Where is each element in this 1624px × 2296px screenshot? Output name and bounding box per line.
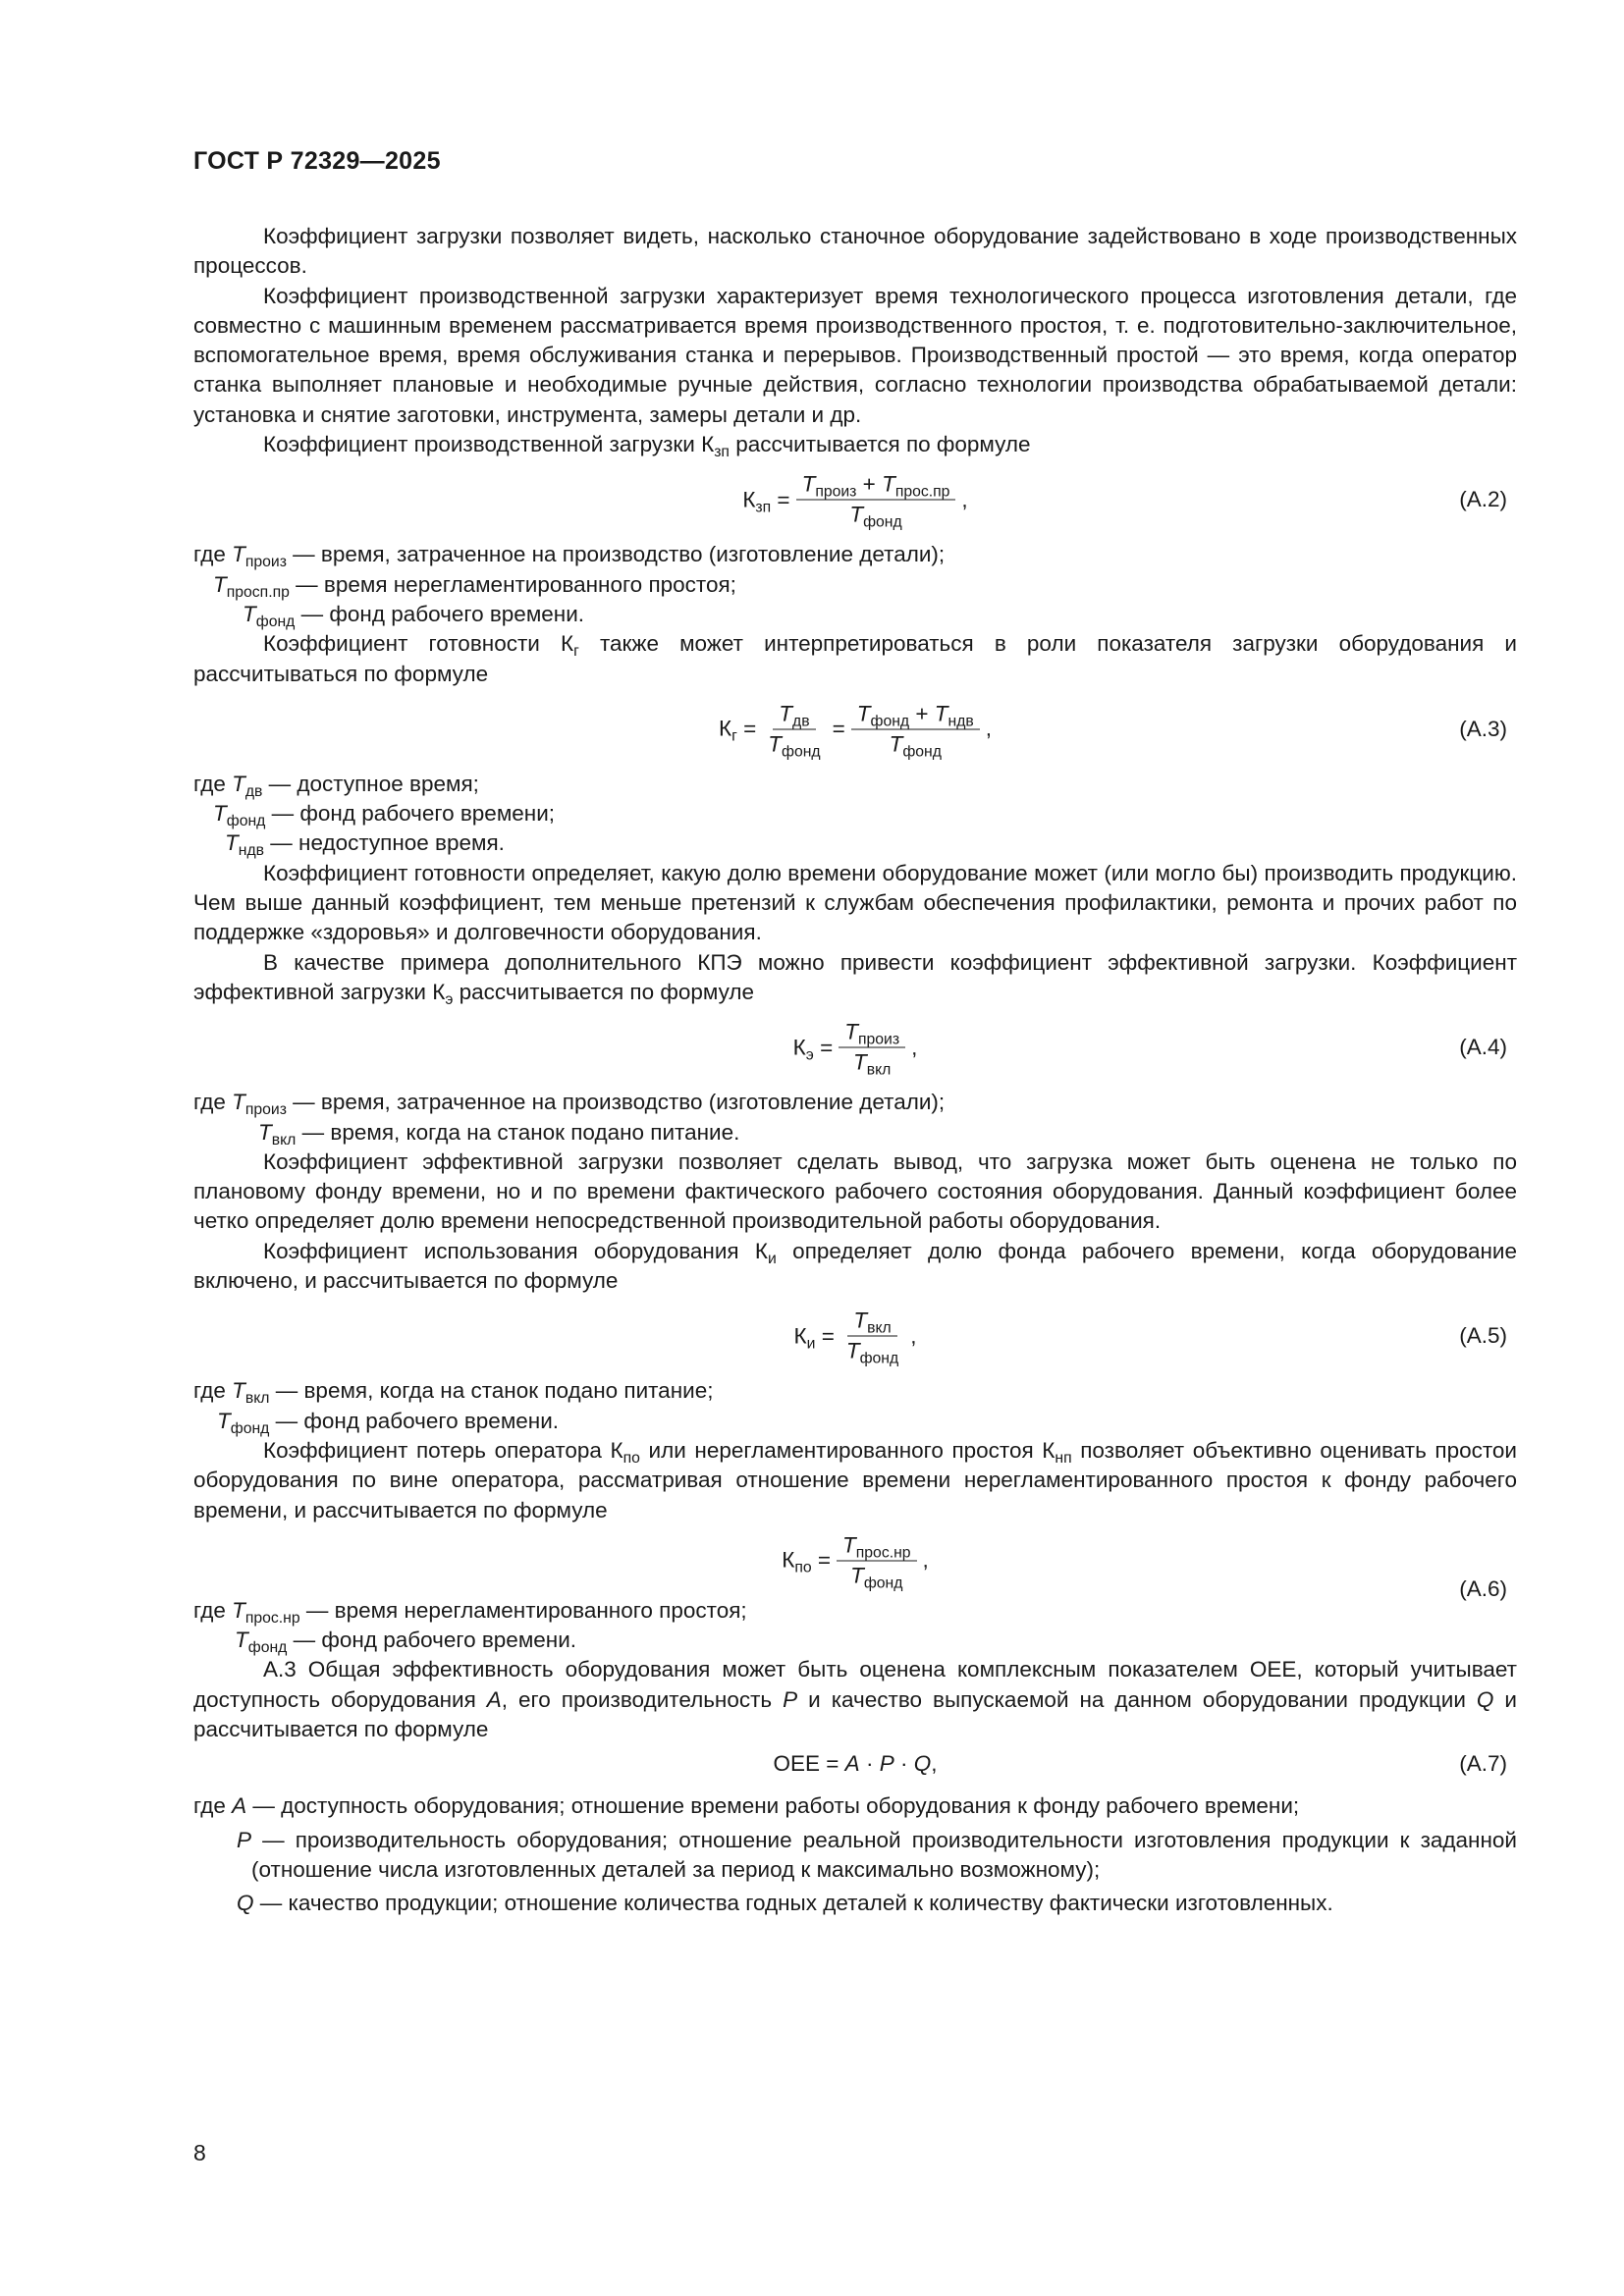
paragraph: Коэффициент использования оборудования $К_и$ определяет долю фонда рабочего времени, когда оборудование включено, и рассчитывается по формуле bbox=[193, 1238, 1517, 1294]
definition-item: где A — доступность оборудования; отношение времени работы оборудования к фонду рабочего времени; bbox=[193, 1793, 1300, 1819]
paragraph: Коэффициент производственной загрузки $К_{зп}$ рассчитывается по формуле bbox=[263, 432, 1031, 461]
definition-item: $Т_{вкл}$ — время, когда на станок подано питание. bbox=[258, 1119, 740, 1148]
definition-item: где $Т_{дв}$ — доступное время; bbox=[193, 771, 479, 800]
equation-a5: $К_и$ = $\frac{Т_{вкл}}{Т_{фонд}}$ , (A.5) bbox=[793, 1308, 1507, 1367]
definition-item: P — производительность оборудования; отношение реальной производительности изготовления продукции к заданной (отношение числа изготовленных деталей за период к максимально возможному); bbox=[237, 1827, 1524, 1882]
equation-a2: $К_{зп}$ = $\frac{Т_{произ} + Т_{прос.пр}}{Т_{фонд}}$ , (A.2) bbox=[742, 471, 1507, 531]
paragraph: Коэффициент потерь оператора $К_{по}$ или нерегламентированного простоя $К_{нп}$ позволяет объективно оценивать простои оборудования по вине оператора, рассматривая отношение времени нерегламентированного простоя к фонду рабочего времени, и рассчитывается по формуле bbox=[193, 1437, 1517, 1522]
definition-item: $Т_{фонд}$ — фонд рабочего времени. bbox=[235, 1628, 577, 1657]
definition-item: $Т_{просп.пр}$ — время нерегламентированного простоя; bbox=[213, 571, 736, 601]
paragraph: Коэффициент производственной загрузки характеризует время технологического процесса изготовления детали, где совместно с машинным временем рассматривается время производственного простоя, т. е. подготовительно-заключительное, вспомогательное время, время обслуживания станка и перерывов. Производственный простой — это время, когда оператор станка выполняет плановые и необходимые ручные действия, согласно технологии производства обрабатываемой детали: установка и снятие заготовки, инструмента, замеры детали и др. bbox=[193, 283, 1517, 427]
paragraph: Коэффициент готовности определяет, какую долю времени оборудование может (или могло бы) производить продукцию. Чем выше данный коэффициент, тем меньше претензий к службам обеспечения профилактики, ремонта и прочих работ по поддержке «здоровья» и долговечности оборудования. bbox=[193, 860, 1517, 945]
equation-number: (A.5) bbox=[1459, 1323, 1507, 1349]
definition-item: $Т_{фонд}$ — фонд рабочего времени; bbox=[213, 801, 556, 830]
definitions-a3 bbox=[193, 770, 1517, 859]
equation-a3: $К_г$ = $\frac{Т_{дв}}{Т_{фонд}}$ = $\frac{Т_{фонд} + Т_{ндв}}{Т_{фонд}}$ , (A.3) bbox=[718, 701, 1507, 761]
definitions-a4 bbox=[193, 1088, 1517, 1148]
equation-number: (A.3) bbox=[1459, 716, 1507, 741]
definition-item: $Т_{фонд}$ — фонд рабочего времени. bbox=[217, 1408, 560, 1437]
definitions-a2 bbox=[193, 540, 1517, 629]
definition-item: $Т_{фонд}$ — фонд рабочего времени. bbox=[243, 601, 585, 630]
paragraph: В качестве примера дополнительного КПЭ можно привести коэффициент эффективной загрузки. Коэффициент эффективной загрузки $К_э$ рассчитывается по формуле bbox=[193, 949, 1517, 1008]
paragraph: А.3 Общая эффективность оборудования может быть оценена комплексным показателем OEE, который учитывает доступность оборудования A, его производительность P и качество выпускаемой на данном оборудовании продукции Q и рассчитывается по формуле bbox=[193, 1657, 1517, 1741]
document-body bbox=[193, 222, 1524, 1918]
equation-number: (A.7) bbox=[1459, 1751, 1507, 1777]
equation-a7: OEE = A · P · Q, (A.7) bbox=[193, 1744, 1517, 1784]
page-number: 8 bbox=[193, 2140, 206, 2165]
definition-item: где $Т_{прос.нр}$ — время нерегламентированного простоя; bbox=[193, 1597, 747, 1627]
paragraph: Коэффициент эффективной загрузки позволяет сделать вывод, что загрузка может быть оценена не только по плановому фонду времени, но и по времени фактического рабочего состояния оборудования. Данный коэффициент более четко определяет долю времени непосредственной производительной работы оборудования. bbox=[193, 1148, 1517, 1234]
definition-item: Q — качество продукции; отношение количества годных деталей к количеству фактически изготовленных. bbox=[237, 1891, 1333, 1916]
document-header: ГОСТ Р 72329—2025 bbox=[193, 147, 441, 175]
equation-a4: $К_э$ = $\frac{Т_{произ}}{Т_{вкл}}$ , (A.4) bbox=[792, 1019, 1507, 1079]
definitions-a6 bbox=[193, 1596, 1517, 1656]
equation-number: (A.2) bbox=[1459, 487, 1507, 512]
definitions-a7 bbox=[193, 1791, 1524, 1918]
equation-a6: $К_{по}$ = $\frac{Т_{прос.нр}}{Т_{фонд}}$ , (A.6) bbox=[193, 1525, 1517, 1596]
definitions-a5 bbox=[193, 1376, 1517, 1436]
definition-item: где $Т_{произ}$ — время, затраченное на производство (изготовление детали); bbox=[193, 1090, 946, 1119]
definition-item: где $Т_{произ}$ — время, затраченное на производство (изготовление детали); bbox=[193, 542, 946, 571]
equation-number: (A.4) bbox=[1459, 1035, 1507, 1060]
equation-number: (A.6) bbox=[1459, 1575, 1507, 1601]
definition-item: $Т_{ндв}$ — недоступное время. bbox=[225, 830, 505, 860]
paragraph: Коэффициент готовности $К_г$ также может интерпретироваться в роли показателя загрузки оборудования и рассчитываться по формуле bbox=[193, 631, 1517, 686]
paragraph: Коэффициент загрузки позволяет видеть, насколько станочное оборудование задействовано в ходе производственных процессов. bbox=[193, 224, 1517, 279]
definition-item: где $Т_{вкл}$ — время, когда на станок подано питание; bbox=[193, 1378, 714, 1408]
